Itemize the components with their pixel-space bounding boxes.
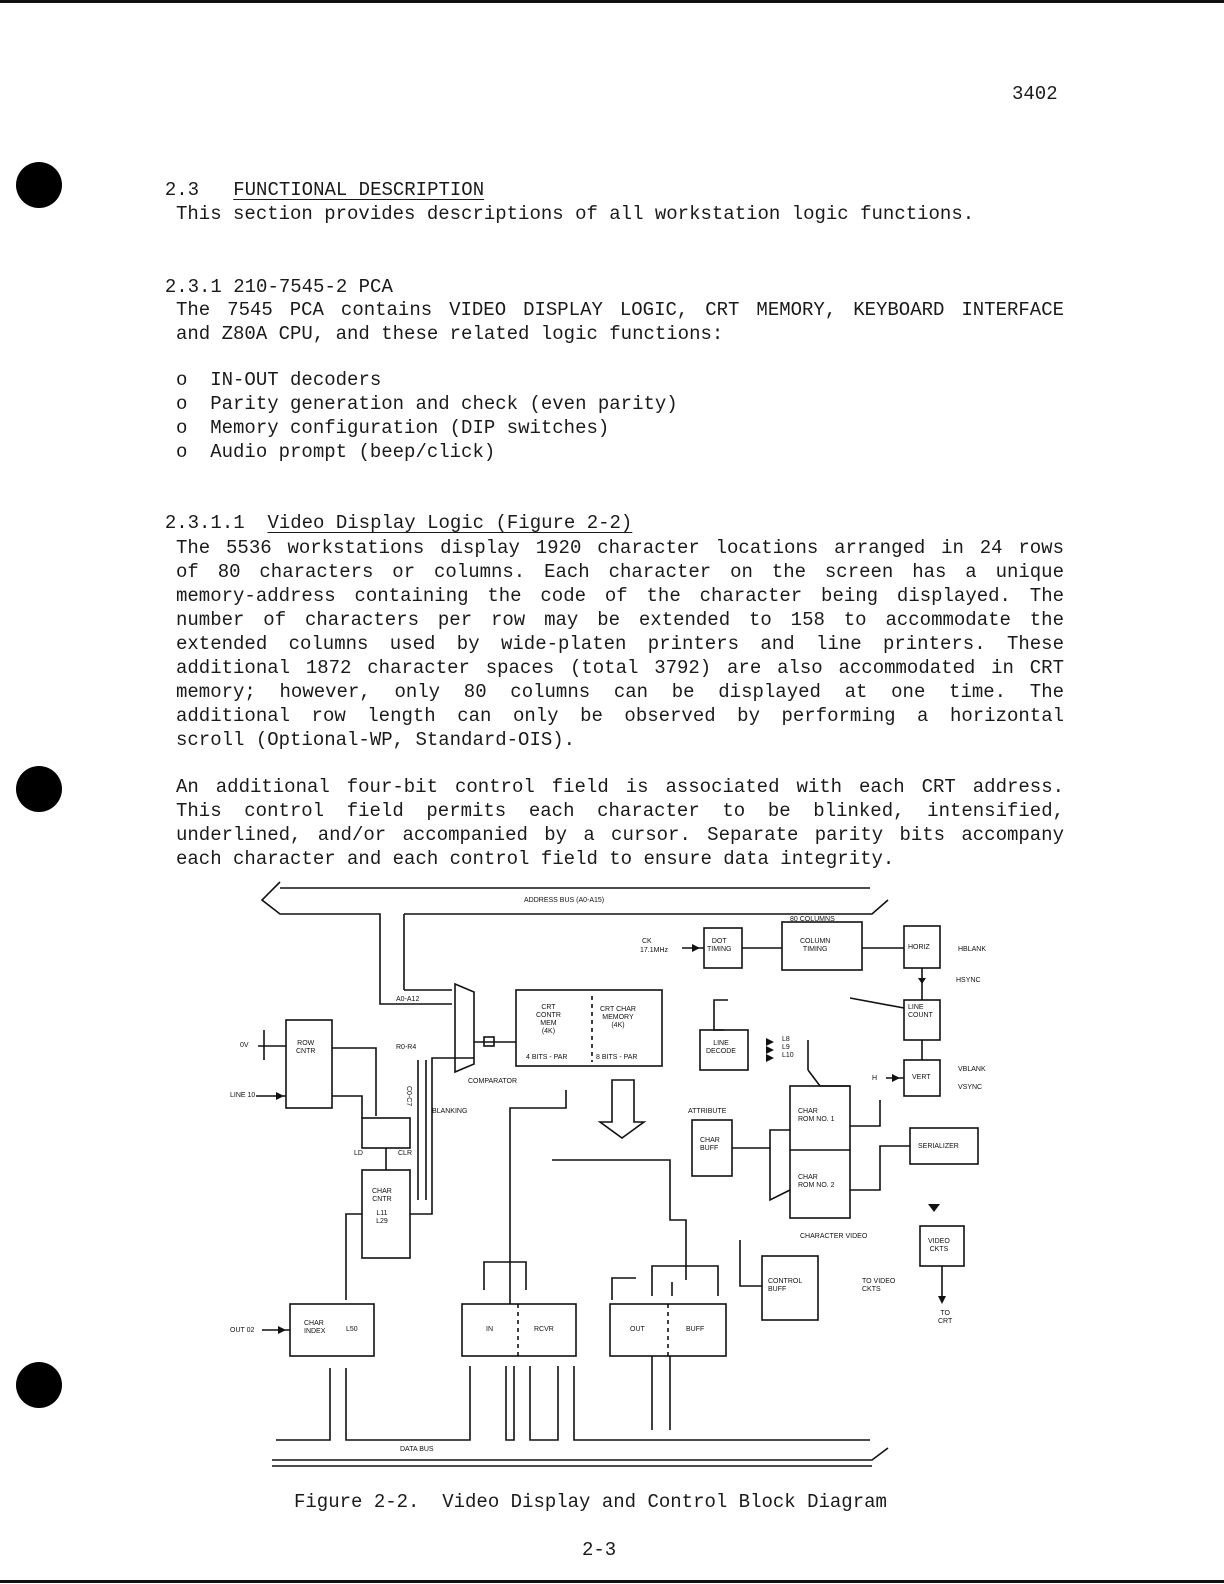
horiz-label: HORIZ: [908, 944, 930, 951]
paragraph-line: extended columns used by wide-platen printers and line printers. These: [176, 633, 1064, 655]
control-buff-label: CONTROL BUFF: [768, 1278, 803, 1293]
clr-label: CLR: [398, 1150, 413, 1157]
columns-80-label: 80 COLUMNS: [790, 916, 835, 923]
paragraph-line: An additional four-bit control field is associated with each CRT address.: [176, 776, 1064, 798]
char-buff-label: CHAR BUFF: [700, 1137, 720, 1152]
line-outputs-label: L8 L9 L10: [782, 1036, 794, 1059]
a0-a12-label: A0-A12: [396, 996, 420, 1003]
ck-freq-label: 17.1MHz: [640, 947, 669, 954]
c0-c7-label: C0-C7: [405, 1086, 412, 1107]
figure-caption: Figure 2-2. Video Display and Control Block Diagram: [294, 1491, 887, 1513]
crt-contr-mem-label: CRT CONTR MEM (4K): [536, 1004, 561, 1035]
paragraph-line: of 80 characters or columns. Each character on the screen has a unique: [176, 561, 1064, 583]
ld-label: LD: [354, 1150, 363, 1157]
h-input-label: H: [872, 1075, 878, 1082]
bullet-marker: o: [176, 369, 188, 391]
line-10-label: LINE 10: [230, 1092, 256, 1099]
bullet-marker: o: [176, 441, 188, 463]
char-index-label: CHAR INDEX: [304, 1320, 326, 1335]
bits8-par-label: 8 BITS - PAR: [596, 1054, 638, 1061]
r0-r4-label: R0-R4: [396, 1044, 417, 1051]
bullet-marker: o: [176, 393, 188, 415]
char-rom-1-label: CHAR ROM NO. 1: [798, 1108, 835, 1123]
paragraph-line: memory; however, only 80 columns can be displayed at one time. The: [176, 681, 1064, 703]
in-label: IN: [486, 1326, 493, 1333]
paragraph-line: number of characters per row may be extended to 158 to accommodate the: [176, 609, 1064, 631]
buff-label: BUFF: [686, 1326, 705, 1333]
paragraph-line: underlined, and/or accompanied by a cursor. Separate parity bits accompany: [176, 824, 1064, 846]
hblank-label: HBLANK: [958, 946, 987, 953]
line-decode-label: LINE DECODE: [706, 1040, 736, 1055]
attribute-label: ATTRIBUTE: [688, 1108, 727, 1115]
paragraph-line: additional 1872 character spaces (total 3792) are also accommodated in CRT: [176, 657, 1064, 679]
dot-timing-label: DOT TIMING: [707, 938, 732, 953]
to-crt-label: TO CRT: [938, 1310, 953, 1325]
subsubsection-title: Video Display Logic (Figure 2-2): [267, 512, 633, 534]
char-index-value: L50: [346, 1326, 358, 1333]
paragraph-line: memory-address containing the code of the character being displayed. The: [176, 585, 1064, 607]
hsync-label: HSYNC: [956, 977, 981, 984]
paragraph-line: The 5536 workstations display 1920 character locations arranged in 24 rows: [176, 537, 1064, 559]
blanking-label: BLANKING: [432, 1108, 468, 1115]
subsubsection-number: 2.3.1.1: [164, 512, 245, 534]
vblank-label: VBLANK: [958, 1066, 986, 1073]
paragraph-line: additional row length can only be observed by performing a horizontal: [176, 705, 1064, 727]
out-02-label: OUT 02: [230, 1327, 255, 1334]
bits4-par-label: 4 BITS - PAR: [526, 1054, 568, 1061]
bullet-marker: o: [176, 417, 188, 439]
page-number-bottom: 2-3: [582, 1539, 617, 1561]
vsync-label: VSYNC: [958, 1084, 983, 1091]
char-rom-2-label: CHAR ROM NO. 2: [798, 1174, 835, 1189]
crt-char-memory-label: CRT CHAR MEMORY (4K): [600, 1006, 636, 1029]
subsection-number: 2.3.1: [164, 276, 222, 298]
ov-label: 0V: [240, 1042, 249, 1049]
list-item: o Parity generation and check (even parity): [176, 393, 678, 415]
section-number: 2.3: [164, 179, 200, 201]
char-cntr-label: CHAR CNTR L11 L29: [372, 1188, 392, 1225]
address-bus-label: ADDRESS BUS (A0-A15): [524, 897, 605, 904]
out-label: OUT: [630, 1326, 645, 1333]
data-bus-label: DATA BUS: [400, 1446, 434, 1453]
to-video-ckts-label: TO VIDEO CKTS: [862, 1278, 896, 1293]
intro-text: This section provides descriptions of all workstation logic functions.: [176, 203, 975, 225]
list-item: o Memory configuration (DIP switches): [176, 417, 610, 439]
comparator-label: COMPARATOR: [468, 1078, 518, 1085]
paragraph-line: This control field permits each character to be blinked, intensified,: [176, 800, 1064, 822]
character-video-label: CHARACTER VIDEO: [800, 1233, 868, 1240]
page-number-top: 3402: [1012, 83, 1058, 105]
column-timing-label: COLUMN TIMING: [800, 938, 831, 953]
list-item: o IN-OUT decoders: [176, 369, 382, 391]
paragraph-line: each character and each control field to ensure data integrity.: [176, 848, 895, 870]
line-count-label: LINE COUNT: [908, 1004, 933, 1019]
subsection-title: 210-7545-2 PCA: [233, 276, 393, 298]
serializer-label: SERIALIZER: [918, 1143, 959, 1150]
list-item: o Audio prompt (beep/click): [176, 441, 496, 463]
section-title: FUNCTIONAL DESCRIPTION: [233, 179, 485, 201]
vert-label: VERT: [912, 1074, 931, 1081]
video-ckts-label: VIDEO CKTS: [928, 1238, 950, 1253]
paragraph-line: scroll (Optional-WP, Standard-OIS).: [176, 729, 576, 751]
row-cntr-label: ROW CNTR: [296, 1040, 316, 1055]
ck-label: CK: [642, 938, 652, 945]
rcvr-label: RCVR: [534, 1326, 554, 1333]
pca-line: The 7545 PCA contains VIDEO DISPLAY LOGIC, CRT MEMORY, KEYBOARD INTERFACE: [176, 299, 1064, 321]
pca-line: and Z80A CPU, and these related logic functions:: [176, 323, 724, 345]
